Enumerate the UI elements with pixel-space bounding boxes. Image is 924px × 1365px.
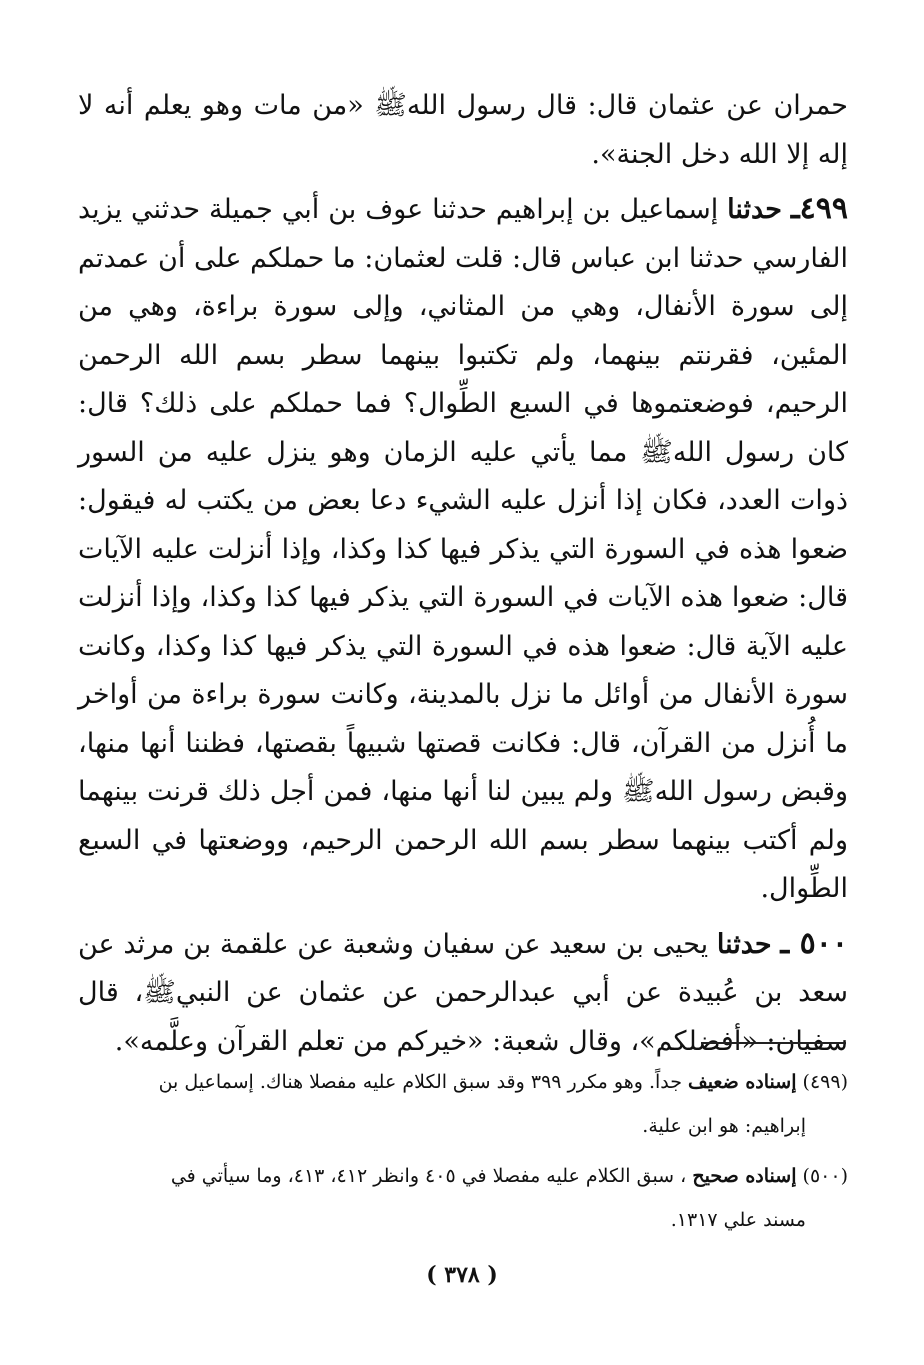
hadith-lead: حدثنا [716, 928, 772, 960]
footnote-divider [701, 1042, 846, 1044]
footnotes [78, 1060, 848, 1248]
footnote-number: (٥٠٠) [802, 1165, 848, 1187]
hadith-500-paragraph [78, 920, 848, 1067]
footnote-continuation: مسند علي ١٣١٧. [670, 1209, 806, 1231]
hadith-text: إسماعيل بن إبراهيم حدثنا عوف بن أبي جميلة حدثني يزيد الفارسي حدثنا ابن عباس قال: قلت لعثمان: ما حملكم على أن عمدتم إلى سورة الأنفال، وهي من المثاني، وإلى سورة براءة، وهي من المئين، فقرنتم بينهما، ولم تكتبوا بينهما سطر بسم الله الرحمن الرحيم، فوضعتموها في السبع الطِّوال؟ فما حملكم على ذلك؟ قال: كان رسول اللهﷺ مما يأتي عليه الزمان وهو ينزل عليه من السور ذوات العدد، فكان إذا أنزل عليه الشيء دعا بعض من يكتب له فيقول: ضعوا هذه في السورة التي يذكر فيها كذا وكذا، وإذا أنزلت عليه الآيات قال: ضعوا هذه الآيات في السورة التي يذكر فيها كذا وكذا، وإذا أنزلت عليه الآية قال: ضعوا هذه في السورة التي يذكر فيها كذا وكذا، وكانت سورة الأنفال من أوائل ما نزل بالمدينة، وكانت سورة براءة من أواخر ما أُنزل من القرآن، قال: فكانت قصتها شبيهاً بقصتها، فظننا أنها منها، وقبض رسول اللهﷺ ولم يبين لنا أنها منها، فمن أجل ذلك قرنت بينهما ولم أكتب بينهما سطر بسم الله الرحمن الرحيم، ووضعتها في السبع الطِّوال. [78, 194, 848, 904]
footnote-grade: إسناده صحيح [692, 1165, 797, 1187]
main-text [78, 82, 848, 1066]
footnote-grade: إسناده ضعيف [688, 1071, 797, 1093]
hadith-499-paragraph [78, 185, 848, 914]
hadith-number: ٥٠٠ ـ [780, 925, 848, 961]
continuation-paragraph [78, 82, 848, 179]
footnote-number: (٤٩٩) [802, 1071, 848, 1093]
continuation-text: حمران عن عثمان قال: قال رسول اللهﷺ «من مات وهو يعلم أنه لا إله إلا الله دخل الجنة». [78, 90, 848, 170]
footnote-continuation: إبراهيم: هو ابن علية. [642, 1115, 806, 1137]
hadith-number: ٤٩٩ـ [790, 191, 848, 226]
page-number: ( ٣٧٨ ) [426, 1262, 498, 1288]
hadith-text: يحيى بن سعيد عن سفيان وشعبة عن علقمة بن مرثد عن سعد بن عُبيدة عن أبي عبدالرحمن عن عثمان عن النبيﷺ، قال سفيان: «أفضلكم»، وقال شعبة: «خيركم من تعلم القرآن وعلَّمه». [78, 928, 848, 1057]
hadith-lead: حدثنا [727, 194, 782, 225]
footnote-499 [78, 1060, 848, 1148]
footnote-500 [78, 1154, 848, 1242]
footnote-text: جداً. وهو مكرر ٣٩٩ وقد سبق الكلام عليه مفصلا هناك. إسماعيل بن [158, 1071, 682, 1093]
footnote-text: ، سبق الكلام عليه مفصلا في ٤٠٥ وانظر ٤١٢، ٤١٣، وما سيأتي في [170, 1165, 687, 1187]
